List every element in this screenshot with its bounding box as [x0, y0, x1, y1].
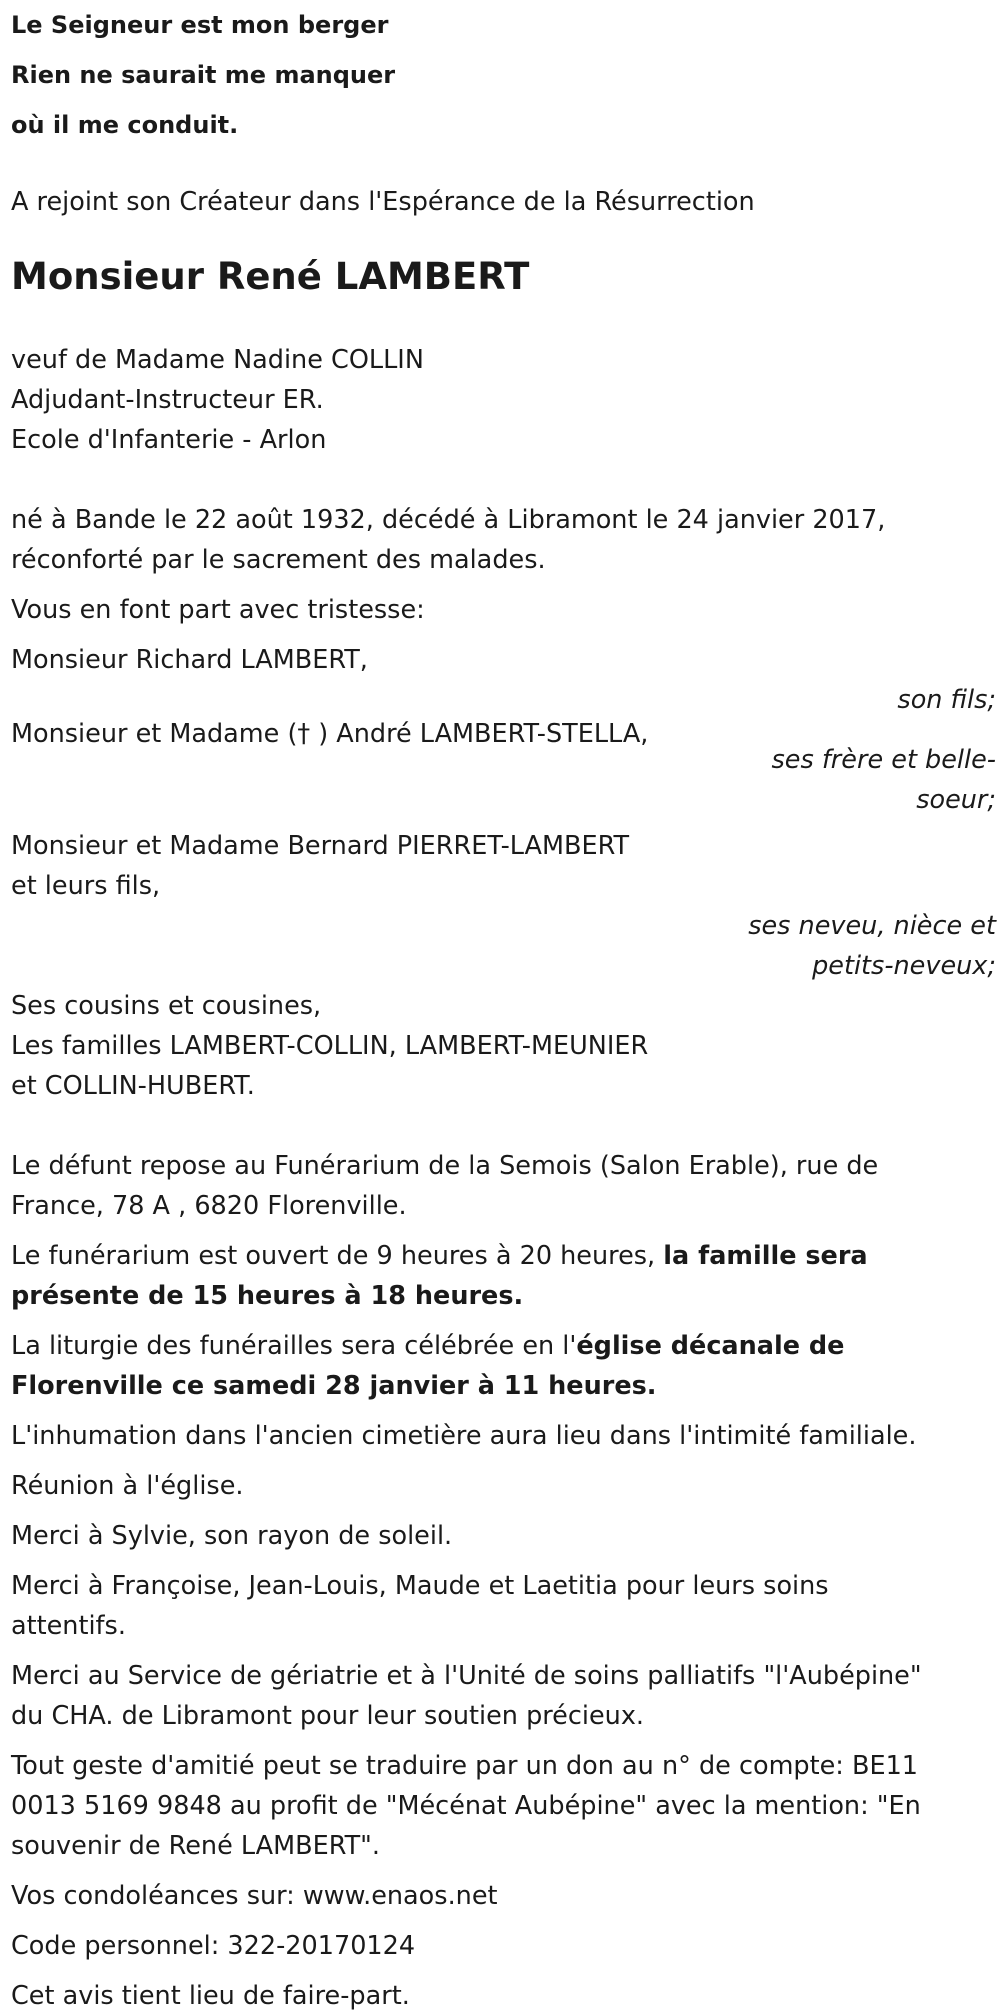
- family-member-2-relation-line-1: ses frère et belle-: [771, 745, 996, 775]
- opening-verse: [11, 0, 996, 150]
- announcement-text: Vous en font part avec tristesse:: [11, 595, 425, 625]
- donation-line-1: Tout geste d'amitié peut se traduire par un don au n° de compte: BE11: [11, 1751, 919, 1781]
- family-member-2: [11, 714, 996, 820]
- reunion-info: Réunion à l'église.: [11, 1471, 244, 1501]
- family-member-1: [11, 640, 996, 720]
- family-member-3-relation-line-2: petits-neveux;: [812, 951, 996, 981]
- birth-death-line-2: réconforté par le sacrement des malades.: [11, 545, 546, 575]
- thanks-2-line-2: attentifs.: [11, 1611, 126, 1641]
- details-line-1: veuf de Madame Nadine COLLIN: [11, 345, 424, 375]
- donation-line-2: 0013 5169 9848 au profit de "Mécénat Aubépine" avec la mention: "En: [11, 1791, 921, 1821]
- family-member-3: [11, 826, 996, 986]
- other-relatives-line-2: Les familles LAMBERT-COLLIN, LAMBERT-MEUNIER: [11, 1031, 649, 1061]
- other-relatives: [11, 986, 996, 1106]
- family-member-3-relation-line-1: ses neveu, nièce et: [748, 911, 996, 941]
- verse-line-3: où il me conduit.: [11, 111, 239, 139]
- liturgy-line-1-bold: église décanale de: [576, 1331, 845, 1361]
- hours-line-2: présente de 15 heures à 18 heures.: [11, 1281, 524, 1311]
- repose-line-2: France, 78 A , 6820 Florenville.: [11, 1191, 407, 1221]
- personal-code: Code personnel: 322-20170124: [11, 1931, 416, 1961]
- liturgy-line-1: [11, 1326, 996, 1366]
- thanks-3-line-1: Merci au Service de gériatrie et à l'Unité de soins palliatifs "l'Aubépine": [11, 1661, 922, 1691]
- thanks-2-line-1: Merci à Françoise, Jean-Louis, Maude et Laetitia pour leurs soins: [11, 1571, 829, 1601]
- other-relatives-line-1: Ses cousins et cousines,: [11, 991, 322, 1021]
- donation-line-3: souvenir de René LAMBERT".: [11, 1831, 380, 1861]
- thanks-1: Merci à Sylvie, son rayon de soleil.: [11, 1521, 453, 1551]
- details-line-2: Adjudant-Instructeur ER.: [11, 385, 324, 415]
- birth-death-line-1: né à Bande le 22 août 1932, décédé à Libramont le 24 janvier 2017,: [11, 505, 886, 535]
- verse-line-2: Rien ne saurait me manquer: [11, 61, 396, 89]
- thanks-2: [11, 1566, 996, 1646]
- obituary-notice: [11, 0, 996, 2016]
- family-member-3-name-line-2: et leurs fils,: [11, 871, 161, 901]
- other-relatives-line-3: et COLLIN-HUBERT.: [11, 1071, 255, 1101]
- condolences-info: Vos condoléances sur: www.enaos.net: [11, 1881, 498, 1911]
- deceased-name: Monsieur René LAMBERT: [11, 255, 530, 298]
- family-member-2-relation-line-2: soeur;: [916, 785, 996, 815]
- deceased-details: [11, 340, 996, 460]
- liturgy-line-1-text: La liturgie des funérailles sera célébrée en l': [11, 1331, 577, 1361]
- details-line-3: Ecole d'Infanterie - Arlon: [11, 425, 327, 455]
- notice-text: Cet avis tient lieu de faire-part.: [11, 1981, 410, 2011]
- hours-line-1: [11, 1236, 996, 1276]
- burial-info: L'inhumation dans l'ancien cimetière aura lieu dans l'intimité familiale.: [11, 1421, 917, 1451]
- family-member-1-name: Monsieur Richard LAMBERT,: [11, 645, 368, 675]
- funeral-liturgy: [11, 1326, 996, 1406]
- hours-line-1-bold: la famille sera: [663, 1241, 868, 1271]
- family-member-1-relation: son fils;: [897, 685, 996, 715]
- hours-line-1-text: Le funérarium est ouvert de 9 heures à 20 heures,: [11, 1241, 664, 1271]
- donation-info: [11, 1746, 996, 1866]
- repose-line-1: Le défunt repose au Funérarium de la Semois (Salon Erable), rue de: [11, 1151, 879, 1181]
- funeral-repose: [11, 1146, 996, 1226]
- birth-death-info: [11, 500, 996, 580]
- family-member-2-name: Monsieur et Madame († ) André LAMBERT-STELLA,: [11, 719, 649, 749]
- family-member-3-name-line-1: Monsieur et Madame Bernard PIERRET-LAMBERT: [11, 831, 630, 861]
- thanks-3: [11, 1656, 996, 1736]
- liturgy-line-2: Florenville ce samedi 28 janvier à 11 heures.: [11, 1371, 657, 1401]
- funerarium-hours: [11, 1236, 996, 1316]
- verse-line-1: Le Seigneur est mon berger: [11, 11, 389, 39]
- thanks-3-line-2: du CHA. de Libramont pour leur soutien précieux.: [11, 1701, 645, 1731]
- intro-text: A rejoint son Créateur dans l'Espérance de la Résurrection: [11, 187, 755, 217]
